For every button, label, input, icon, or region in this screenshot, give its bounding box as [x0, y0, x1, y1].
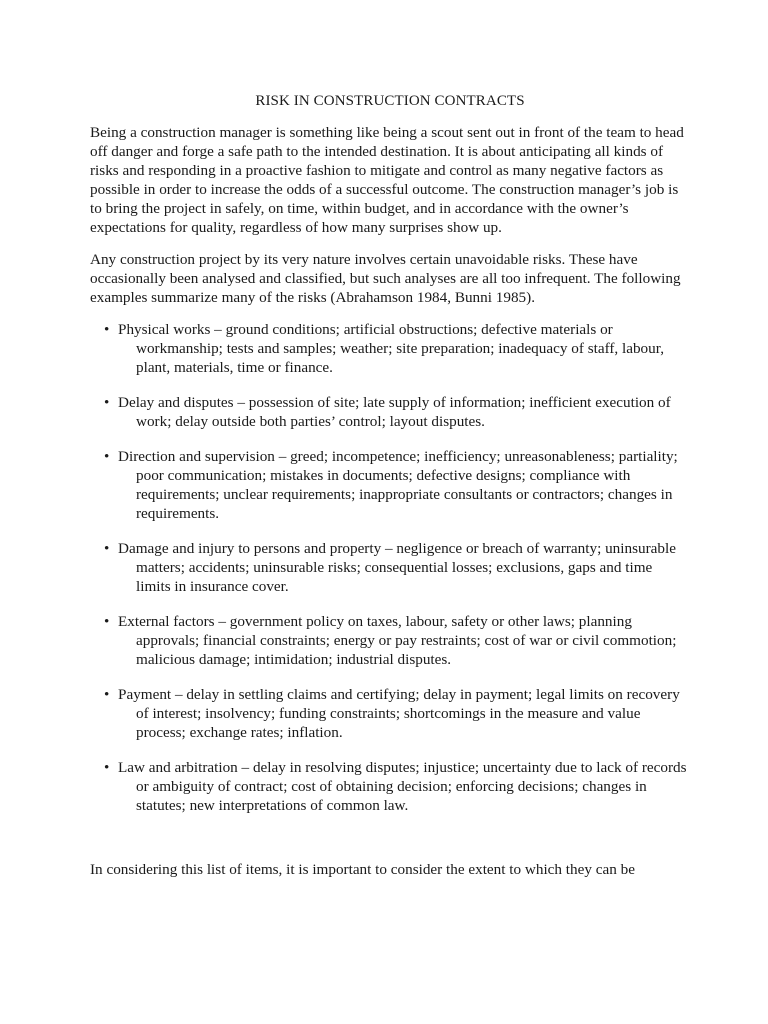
bullet-icon: • — [104, 613, 110, 630]
risk-text: Delay and disputes – possession of site; late supply of information; inefficient execution of work; delay outside both parties’ control; layout disputes. — [118, 394, 671, 430]
risk-text: Physical works – ground conditions; artificial obstructions; defective materials or workmanship; tests and samples; weather; site preparation; inadequacy of staff, labour, plant, materials, time or finance. — [118, 321, 664, 376]
risk-text: Payment – delay in settling claims and certifying; delay in payment; legal limits on recovery of interest; insolvency; funding constraints; shortcomings in the measure and value process; exchange rates; inflation. — [118, 686, 680, 741]
risks-intro-paragraph: Any construction project by its very nature involves certain unavoidable risks. These have occasionally been analysed and classified, but such analyses are all too infrequent. The following examples summarize many of the risks (Abrahamson 1984, Bunni 1985). — [90, 251, 681, 306]
document-title: RISK IN CONSTRUCTION CONTRACTS — [255, 93, 525, 109]
bullet-icon: • — [104, 686, 110, 703]
risk-text: External factors – government policy on taxes, labour, safety or other laws; planning approvals; financial constraints; energy or pay restraints; cost of war or civil commotion; malicious damage; intimidation; industrial disputes. — [118, 613, 677, 668]
bullet-icon: • — [104, 394, 110, 411]
risk-item-direction-supervision — [90, 447, 690, 523]
bullet-icon: • — [104, 759, 110, 776]
risk-text: Law and arbitration – delay in resolving disputes; injustice; uncertainty due to lack of records or ambiguity of contract; cost of obtaining decision; enforcing decisions; changes in statutes; new interpretations of common law. — [118, 759, 687, 814]
intro-paragraph: Being a construction manager is something like being a scout sent out in front of the team to head off danger and forge a safe path to the intended destination. It is about anticipating all kinds of risks and responding in a proactive fashion to mitigate and control as many negative factors as possible in order to increase the odds of a successful outcome. The construction manager’s job is to bring the project in safely, on time, within budget, and in accordance with the owner’s expectations for quality, regardless of how many surprises show up. — [90, 124, 684, 236]
document-page — [90, 92, 690, 892]
risk-item-physical-works — [90, 320, 690, 377]
risk-item-payment — [90, 685, 690, 742]
risk-item-damage-injury — [90, 539, 690, 596]
risk-text: Damage and injury to persons and property – negligence or breach of warranty; uninsurable matters; accidents; uninsurable risks; consequential losses; exclusions, gaps and time limits in insurance cover. — [118, 540, 676, 595]
bullet-icon: • — [104, 321, 110, 338]
risk-list — [90, 320, 690, 815]
bullet-icon: • — [104, 540, 110, 557]
risk-item-law-arbitration — [90, 758, 690, 815]
risk-text: Direction and supervision – greed; incompetence; inefficiency; unreasonableness; partiality; poor communication; mistakes in documents; defective designs; compliance with requirements; unclear requirements; inappropriate consultants or contractors; changes in requirements. — [118, 448, 678, 522]
risk-item-delay-disputes — [90, 393, 690, 431]
bullet-icon: • — [104, 448, 110, 465]
closing-paragraph: In considering this list of items, it is important to consider the extent to which they can be — [90, 861, 635, 878]
risk-item-external-factors — [90, 612, 690, 669]
